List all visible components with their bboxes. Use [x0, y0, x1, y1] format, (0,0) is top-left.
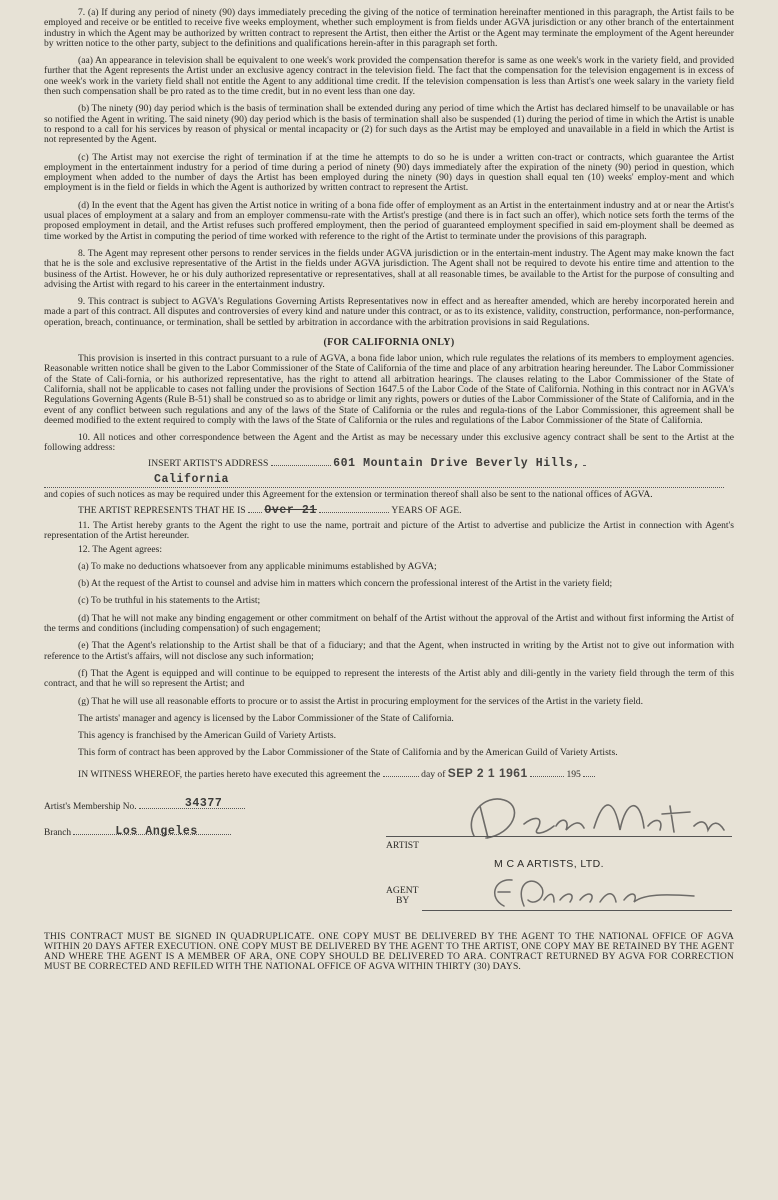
agent-label-block: [386, 886, 419, 906]
franchise-statement: This agency is franchised by the American Guild of Variety Artists.: [78, 730, 336, 742]
copies-note: and copies of such notices as may be required under this Agreement for the extension or termination thereof shall also be sent to the national offices of AGVA.: [44, 488, 653, 500]
branch-value: Los Angeles: [115, 824, 198, 838]
clause-7a: 7. (a) If during any period of ninety (90) days immediately preceding the giving of the notice of termination hereinafter mentioned in this paragraph, the Artist fails to be employed and receive or be entitled to receive five weeks employment, whether such employment is from fields under AGVA jurisdiction or any other branch of the entertainment industry in which the Agent may be authorized by written contract to represent the Artist, then either the Artist or the Agent may terminate the employment of the Agent hereunder by written notice to the other party, subject to the definitions and qualifications herein-after in this paragraph set forth.: [44, 7, 734, 49]
membership-value: 34377: [184, 796, 223, 810]
year-dots: [583, 776, 595, 777]
age-label: THE ARTIST REPRESENTS THAT HE IS: [78, 504, 246, 516]
signature-block: [44, 786, 734, 926]
agent-label: AGENT: [386, 884, 419, 896]
agrees-e: (e) That the Agent's relationship to the Artist shall be that of a fiduciary; and that the Agent, when instructed in writing by the Artist not to give out information with reference to the Artist's affairs, will not disclose any such information;: [44, 640, 734, 662]
california-provision: This provision is inserted in this contract pursuant to a rule of AGVA, a bona fide labor union, which rule regulates the relations of its members to employment agencies. Reasonable written notice shall be given to the Labor Commissioner of the State of California of the time and place of any arbitration hearing hereunder. The Labor Commissioner of the State of Cali-fornia, or his authorized representative, has the right to attend all arbitration hearings. The clauses relating to the Labor Commissioner of the State of California, shall not be applicable to cases not falling under the provisions of Section 1647.5 of the Labor Code of the State of California. Nothing in this contract nor in AGVA's Regulations Governing Agents (Rule B-51) shall be construed so as to abridge or limit any rights, powers or duties of the Labor Commissioner of the State of California, and in the event of any conflict between such regulations and any of the laws of the State of California or the rules and regula-tions of the Labor Commissioner, this agreement shall be deemed modified to the extent required to comply with the laws of the State of California or the rules and regulations of the Labor Commissioner of the State of California.: [44, 353, 734, 426]
approval-statement: This form of contract has been approved by the Labor Commissioner of the State of California and by the American Guild of Variety Artists.: [78, 747, 618, 759]
date-stamp: SEP 2 1 1961: [447, 765, 528, 780]
age-dots-trail: [319, 512, 389, 513]
california-heading: (FOR CALIFORNIA ONLY): [323, 337, 455, 349]
agrees-c: (c) To be truthful in his statements to the Artist;: [78, 595, 261, 607]
agent-signature-image: [484, 872, 734, 914]
agency-name: M C A ARTISTS, LTD.: [494, 857, 604, 870]
branch-row: [44, 824, 231, 838]
address-dots: [271, 465, 331, 466]
age-label-post: YEARS OF AGE.: [391, 504, 462, 516]
year-suffix: 195: [566, 768, 581, 780]
branch-label: Branch: [44, 827, 72, 838]
license-statement: The artists' manager and agency is licensed by the Labor Commissioner of the State of California.: [78, 712, 454, 724]
agrees-f: (f) That the Agent is equipped and will continue to be equipped to represent the interests of the Artist ably and dili-gently in the variety field through the term of this contract, and that he will so represent the Artist; and: [44, 667, 734, 690]
membership-dots: [139, 796, 245, 810]
address-value-1: 601 Mountain Drive Beverly Hills,: [333, 456, 581, 470]
clause-11: 11. The Artist hereby grants to the Agent the right to use the name, portrait and picture of the Artist to advertise and publicize the Artist in connection with Agent's representation of the Artist hereunder.: [44, 519, 734, 542]
clause-7aa: (aa) An appearance in television shall be equivalent to one week's work provided the compensation therefor is same as one week's work in the variety field, and provided further that the Agent represents the Artist under an exclusive agency contract in the television field. The fact that the compensation for the television engagement is in excess of one week's work in the variety field shall not entitle the Agent to any additional time credit. If the television compensation is less than Artist's one week salary in the variety field then such compensation shall be pro rated as to the time credit, but in no event less than one day.: [44, 55, 734, 98]
clause-9: 9. This contract is subject to AGVA's Regulations Governing Artists Representatives now in effect and as hereafter amended, which are hereby incorporated herein and made a part of this contract. All disputes and controversies of every kind and nature under this contract, or as to its existence, validity, construction, performance, non-performance, operation, breach, continuance, or termination, shall be settled by arbitration in accordance with the arbitration provisions in said Regulations.: [44, 296, 734, 328]
address-line-1-row: [44, 457, 734, 471]
address-value-2: California: [154, 472, 230, 486]
age-dots-lead: [248, 512, 262, 513]
age-row: [44, 504, 734, 518]
witness-date-dots: [530, 776, 564, 777]
witness-text: IN WITNESS WHEREOF, the parties hereto have executed this agreement the: [78, 768, 381, 780]
membership-label: Artist's Membership No.: [44, 801, 137, 812]
witness-day-dots: [383, 776, 419, 777]
clause-8: 8. The Agent may represent other persons to render services in the fields under AGVA jurisdiction or in the entertain-ment industry. The Agent may make known the fact that he is the sole and exclusive representative of the Artist in the fields under AGVA jurisdiction. The Agent shall not be required to devote his entire time and attention to the business of the Artist. However, he or his duly authorized representative or representatives, shall at all reasonable times, be available to the Artist for the purpose of consulting and advising the Artist with regard to his career in the entertainment industry.: [44, 247, 734, 290]
agrees-g: (g) That he will use all reasonable efforts to procure or to assist the Artist in procuring employment for the services of the Artist in the variety field.: [78, 695, 643, 707]
agrees-d: (d) That he will not make any binding engagement or other commitment on behalf of the Artist without the approval of the Artist and without first informing the Artist of the terms and conditions (including compensation) of such engagement;: [44, 612, 734, 635]
address-dots-end: [583, 465, 585, 466]
footer-instructions: THIS CONTRACT MUST BE SIGNED IN QUADRUPLICATE. ONE COPY MUST BE DELIVERED BY THE AGENT TO THE NATIONAL OFFICE OF AGVA WITHIN 20 DAYS AFTER EXECUTION. ONE COPY MUST BE DELIVERED BY THE AGENT TO THE ARTIST, ONE COPY MAY BE RETAINED BY THE AGENT AND WHERE THE AGENT IS A MEMBER OF ARA, ONE COPY SHOULD BE DELIVERED TO ARA. CONTRACT RETURNED BY AGVA FOR CORRECTION MUST BE CORRECTED AND REFILED WITH THE NATIONAL OFFICE OF AGVA WITHIN THIRTY (30) DAYS.: [44, 930, 734, 973]
agrees-b: (b) At the request of the Artist to counsel and advise him in matters which concern the professional interest of the Artist in the variety field;: [78, 578, 613, 590]
agent-signature-line: [422, 910, 732, 911]
artist-signature-line: [386, 836, 732, 837]
membership-row: [44, 796, 245, 812]
by-label: BY: [396, 894, 410, 906]
agrees-a: (a) To make no deductions whatsoever from any applicable minimums established by AGVA;: [78, 560, 437, 572]
age-value: Over 21: [264, 503, 317, 517]
witness-day-of: day of: [421, 768, 446, 780]
clause-10: 10. All notices and other correspondence between the Agent and the Artist as may be necessary under this exclusive agency contract shall be sent to the Artist at the following address:: [44, 432, 734, 454]
clause-7d: (d) In the event that the Agent has given the Artist notice in writing of a bona fide offer of employment as an Artist in the entertainment industry and at or near the Artist's usual places of employment at a salary and from an employer commensu-rate with the Artist's prestige (and there is in fact such an offer), which notice sets forth the terms of the proposed employment in detail, and the Artist refuses such proffered employment, then the period of guaranteed employment specified in said em-ployment shall be deemed as time worked by the Artist in computing the period of time worked with reference to the right of the Artist to terminate under the provisions of this paragraph.: [44, 199, 734, 242]
address-label: INSERT ARTIST'S ADDRESS: [148, 457, 269, 469]
branch-dots: [73, 824, 231, 838]
clause-12: 12. The Agent agrees:: [78, 543, 163, 555]
address-line-2-row: [44, 473, 724, 488]
witness-row: [44, 766, 734, 782]
clause-7b: (b) The ninety (90) day period which is the basis of termination shall be extended during any period of time which the Artist has declared himself to be unavailable or has so notified the Agent in writing. The said ninety (90) day period which is the basis of termination shall also be suspended (1) during the period of time in which the Artist is unable to respond to a call for his services by reason of physical or mental incapacity or (2) for such days as the Artist may be employed and unavailable in a field in which the Artist is not represented by the Agent.: [44, 103, 734, 146]
artist-label: ARTIST: [386, 839, 420, 851]
clause-7c: (c) The Artist may not exercise the right of termination if at the time he attempts to do so he is under a written con-tract or contracts, which guarantee the Artist employment in the entertainment industry for a period of time during a period of ninety (90) days immediately after the expiration of the ninety (90) period in question, which employment when added to the number of days the Artist has been employed during the ninety (90) days in question shall equal ten (10) weeks' employ-ment and which employment is in the field or fields in which the Agent is authorized by written contract to represent the Artist.: [44, 151, 734, 194]
